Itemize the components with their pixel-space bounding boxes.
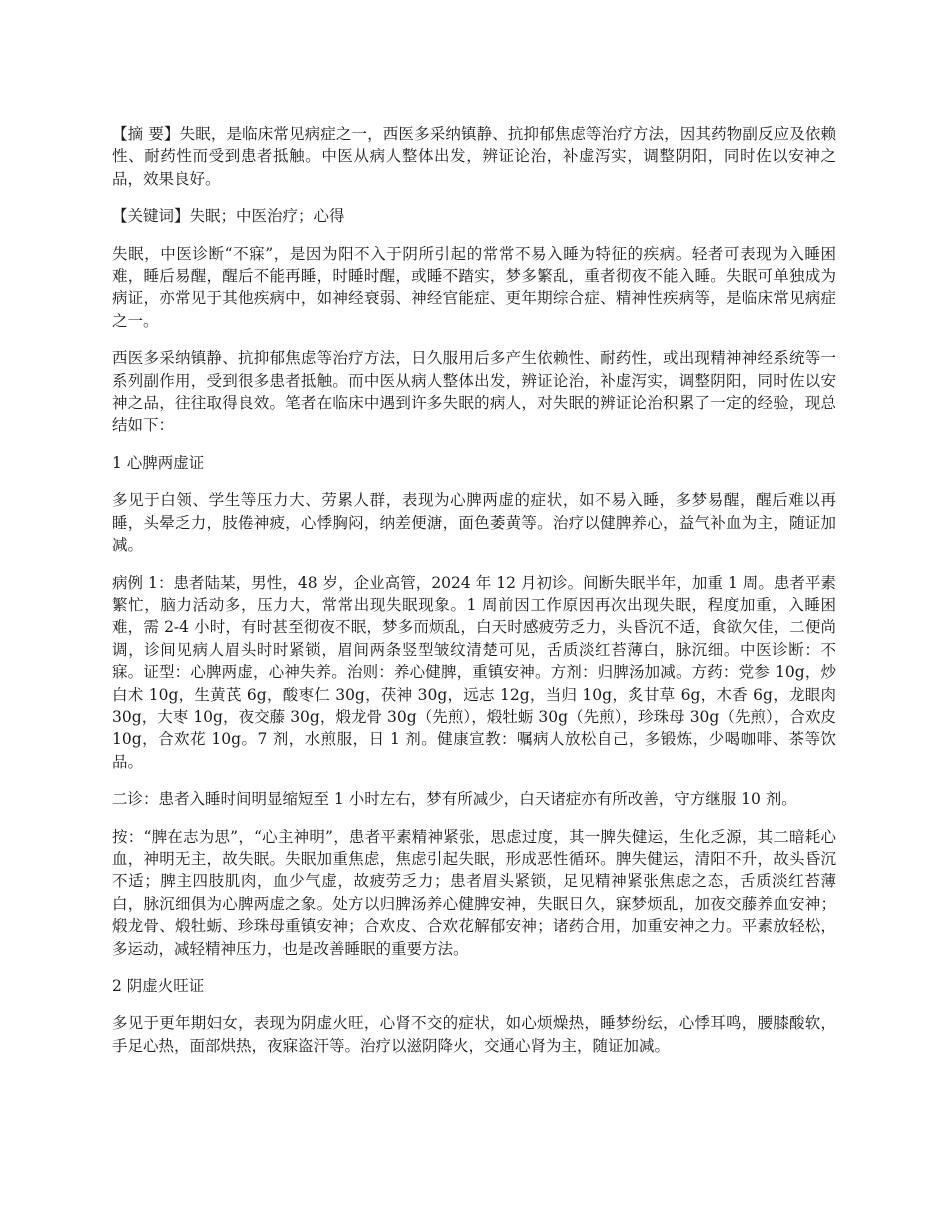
section-heading-1: 1 心脾两虚证 [112,453,205,472]
commentary-1: 按：“脾在志为思”，“心主神明”，患者平素精神紧张，思虑过度，其一脾失健运，生化乏源，其二暗耗心血，神明无主，故失眠。失眠加重焦虑，焦虑引起失眠，形成恶性循环。脾失健运，清阳不升，故头昏沉不适；脾主四肢肌肉，血少气虚，故疲劳乏力；患者眉头紧锁，足见精神紧张焦虑之态，舌质淡红苔薄白，脉沉细俱为心脾两虚之象。处方以归脾汤养心健脾安神，失眠日久，寐梦烦乱，加夜交藤养血安神；煅龙骨、煅牡蛎、珍珠母重镇安神；合欢皮、合欢花解郁安神；诸药合用，加重安神之力。平素放轻松，多运动，减轻精神压力，也是改善睡眠的重要方法。 [112,827,836,958]
intro-paragraph-1: 失眠，中医诊断“不寐”，是因为阳不入于阴所引起的常常不易入睡为特征的疾病。轻者可表现为入睡困难，睡后易醒，醒后不能再睡，时睡时醒，或睡不踏实，梦多繁乱，重者彻夜不能入睡。失眠可单独成为病证，亦常见于其他疾病中，如神经衰弱、神经官能症、更年期综合症、精神性疾病等，是临床常见病症之一。 [112,244,836,330]
document-body [112,123,836,1072]
followup-visit-1: 二诊：患者入睡时间明显缩短至 1 小时左右，梦有所减少，白天诸症亦有所改善，守方继服 10 剂。 [112,790,797,809]
intro-paragraph-2: 西医多采纳镇静、抗抑郁焦虑等治疗方法，日久服用后多产生依赖性、耐药性，或出现精神神经系统等一系列副作用，受到很多患者抵触。而中医从病人整体出发，辨证论治，补虚泻实，调整阴阳，同时佐以安神之品，往往取得良效。笔者在临床中遇到许多失眠的病人，对失眠的辨证论治积累了一定的经验，现总结如下： [112,349,836,435]
section-heading-2: 2 阴虚火旺证 [112,977,205,995]
keywords-paragraph: 【关键词】失眠；中医治疗；心得 [112,207,345,226]
case-report-1: 病例 1：患者陆某，男性，48 岁，企业高管，2024 年 12 月初诊。间断失眠半年，加重 1 周。患者平素繁忙，脑力活动多，压力大，常常出现失眠现象。1 周前因工作原因再次出现失眠，程度加重，入睡困难，需 2-4 小时，有时甚至彻夜不眠，梦多而烦乱，白天时感疲劳乏力，头昏沉不适，食欲欠佳，二便尚调，诊间见病人眉头时时紧锁，眉间两条竖型皱纹清楚可见，舌质淡红苔薄白，脉沉细。中医诊断：不寐。证型：心脾两虚，心神失养。治则：养心健脾，重镇安神。方剂：归脾汤加减。方药：党参 10g，炒白术 10g，生黄芪 6g，酸枣仁 30g，茯神 30g，远志 12g，当归 10g，炙甘草 6g，木香 6g，龙眼肉 30g，大枣 10g，夜交藤 30g，煅龙骨 30g（先煎），煅牡蛎 30g（先煎），珍珠母 30g（先煎），合欢皮 10g，合欢花 10g。7 剂，水煎服，日 1 剂。健康宣教：嘱病人放松自己，多锻炼，少喝咖啡、茶等饮品。 [112,573,836,771]
section-2-description: 多见于更年期妇女，表现为阴虚火旺，心肾不交的症状，如心烦燥热，睡梦纷纭，心悸耳鸣，腰膝酸软，手足心热，面部烘热，夜寐盗汗等。治疗以滋阴降火，交通心肾为主，随证加减。 [112,1014,836,1055]
abstract-paragraph: 【摘 要】失眠，是临床常见病症之一，西医多采纳镇静、抗抑郁焦虑等治疗方法，因其药物副反应及依赖性、耐药性而受到患者抵触。中医从病人整体出发，辨证论治，补虚泻实，调整阴阳，同时佐以安神之品，效果良好。 [112,125,836,188]
section-1-description: 多见于白领、学生等压力大、劳累人群，表现为心脾两虚的症状，如不易入睡，多梦易醒，醒后难以再睡，头晕乏力，肢倦神疲，心悸胸闷，纳差便溏，面色萎黄等。治疗以健脾养心，益气补血为主，随证加减。 [112,491,836,555]
